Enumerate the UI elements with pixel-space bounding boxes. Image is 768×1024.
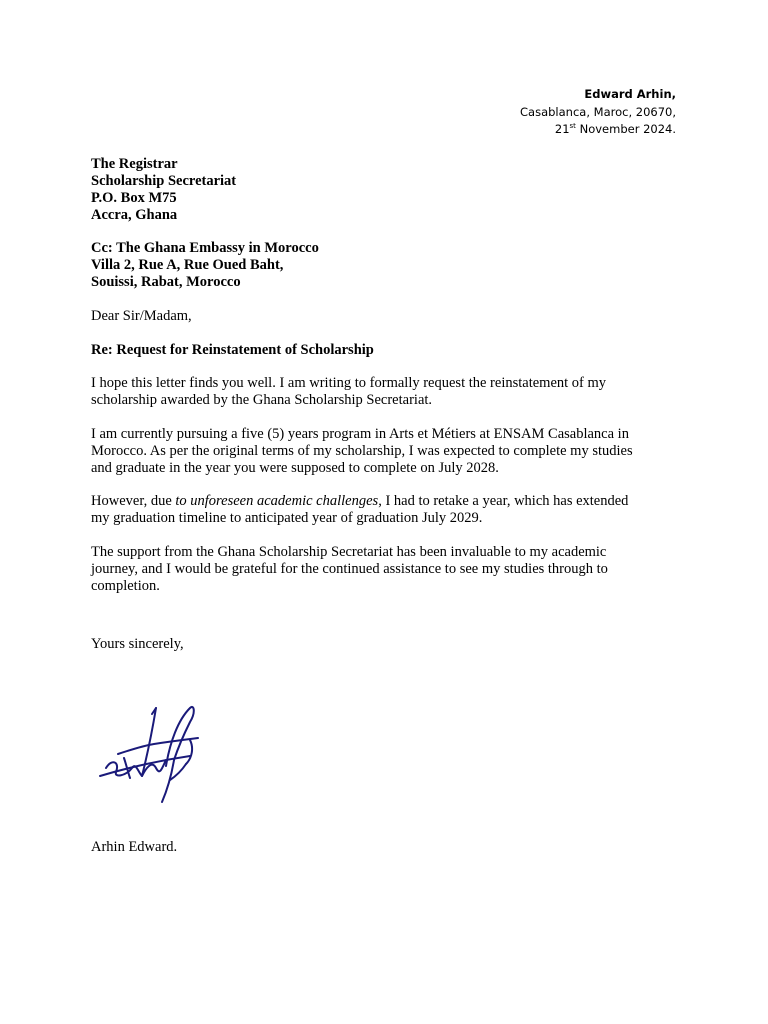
- subject-line: Re: Request for Reinstatement of Scholarship: [91, 342, 374, 358]
- cc-line: Cc: The Ghana Embassy in Morocco: [91, 240, 319, 256]
- closing: Yours sincerely,: [91, 636, 184, 652]
- cc-block: [91, 240, 681, 291]
- emphasis-text: to unforeseen academic challenges: [175, 493, 379, 509]
- letter-date: [520, 121, 676, 139]
- paragraph-line: scholarship awarded by the Ghana Scholarship Secretariat.: [91, 392, 433, 408]
- paragraph-2: [91, 426, 681, 477]
- salutation: Dear Sir/Madam,: [91, 308, 192, 324]
- paragraph-line: The support from the Ghana Scholarship Secretariat has been invaluable to my academic: [91, 544, 607, 560]
- date-suffix: st: [569, 122, 576, 131]
- cc-line: Villa 2, Rue A, Rue Oued Baht,: [91, 257, 284, 273]
- paragraph-line: and graduate in the year you were supposed to complete on July 2028.: [91, 460, 499, 476]
- paragraph-line: I am currently pursuing a five (5) years program in Arts et Métiers at ENSAM Casablanca in: [91, 426, 629, 442]
- handwritten-signature-icon: [90, 672, 230, 822]
- paragraph-4: [91, 544, 681, 595]
- paragraph-line: Morocco. As per the original terms of my scholarship, I was expected to complete my studies: [91, 443, 633, 459]
- recipient-line: Scholarship Secretariat: [91, 173, 237, 189]
- recipient-line: P.O. Box M75: [91, 190, 177, 206]
- cc-line: Souissi, Rabat, Morocco: [91, 274, 241, 290]
- sender-name: Edward Arhin,: [584, 87, 676, 101]
- paragraph-line: journey, and I would be grateful for the continued assistance to see my studies through to: [91, 561, 608, 577]
- signoff-name: Arhin Edward.: [91, 839, 178, 855]
- recipient-block: [91, 156, 681, 224]
- sender-block: [520, 86, 676, 139]
- paragraph-line: completion.: [91, 578, 160, 594]
- paragraph-line: my graduation timeline to anticipated year of graduation July 2029.: [91, 510, 483, 526]
- text-run: , I had to retake a year, which has extended: [378, 493, 629, 509]
- date-day: 21: [554, 122, 570, 136]
- sender-address: Casablanca, Maroc, 20670,: [520, 104, 676, 119]
- recipient-line: Accra, Ghana: [91, 207, 178, 223]
- paragraph-line: [91, 493, 681, 510]
- paragraph-line: I hope this letter finds you well. I am writing to formally request the reinstatement of my: [91, 375, 607, 391]
- text-run: However, due: [91, 493, 176, 509]
- paragraph-3: [91, 493, 681, 527]
- recipient-line: The Registrar: [91, 156, 178, 172]
- date-rest: November 2024.: [575, 122, 676, 136]
- paragraph-1: [91, 375, 681, 409]
